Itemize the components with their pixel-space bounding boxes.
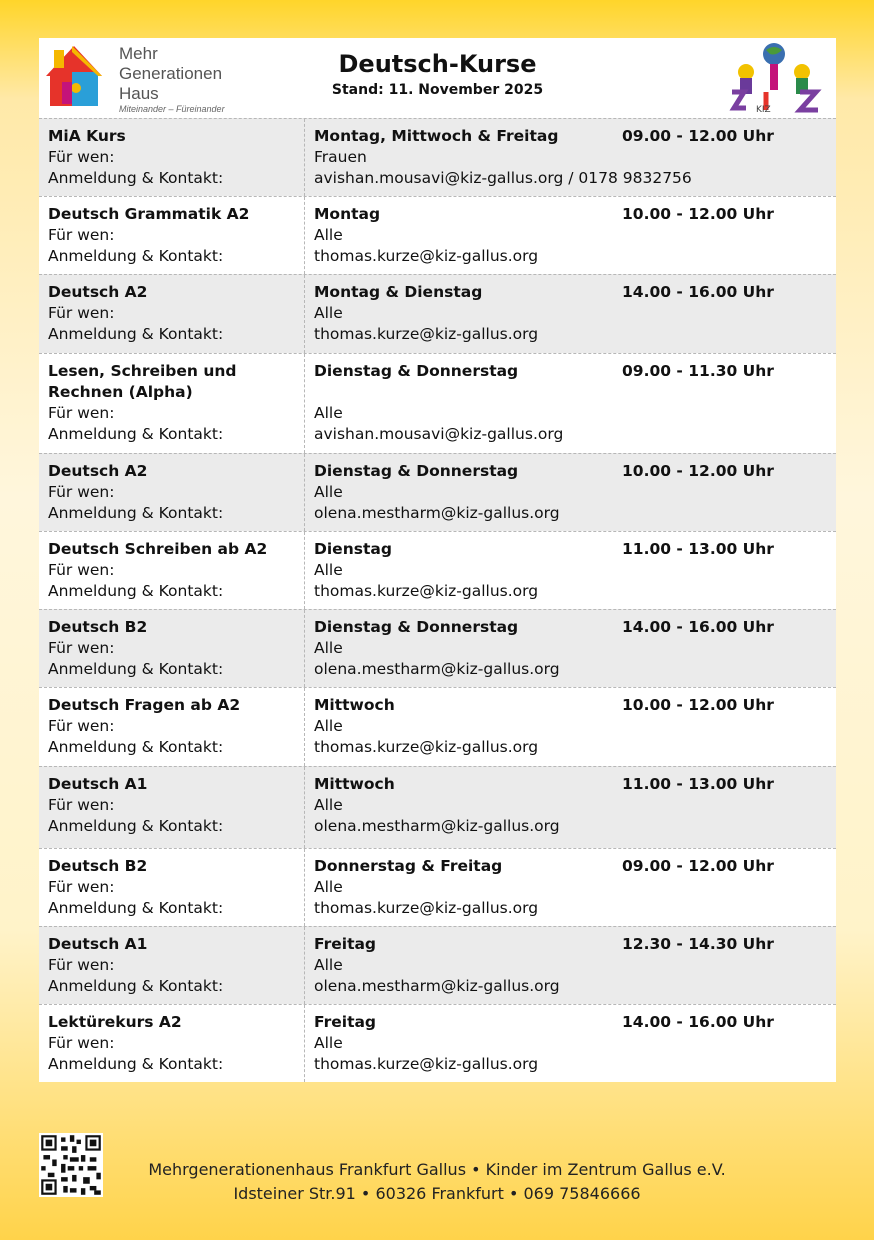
course-days: Donnerstag & Freitag bbox=[314, 857, 503, 875]
table-row bbox=[39, 766, 836, 848]
contact-label: Anmeldung & Kontakt: bbox=[48, 660, 224, 678]
for-whom-label: Für wen: bbox=[48, 226, 115, 244]
course-info bbox=[39, 1005, 305, 1082]
title-block bbox=[39, 50, 836, 98]
course-info bbox=[39, 119, 305, 196]
course-days: Dienstag & Donnerstag bbox=[314, 618, 519, 636]
for-whom-label: Für wen: bbox=[48, 717, 115, 735]
table-row bbox=[39, 453, 836, 531]
for-whom-label: Für wen: bbox=[48, 1034, 115, 1052]
course-time: 14.00 - 16.00 Uhr bbox=[622, 618, 774, 636]
course-days: Dienstag & Donnerstag bbox=[314, 362, 519, 380]
course-details bbox=[305, 197, 836, 274]
table-row bbox=[39, 926, 836, 1004]
contact-label: Anmeldung & Kontakt: bbox=[48, 325, 224, 343]
course-table bbox=[39, 118, 836, 1082]
course-days: Freitag bbox=[314, 935, 377, 953]
course-info bbox=[39, 767, 305, 848]
course-time: 10.00 - 12.00 Uhr bbox=[622, 696, 774, 714]
mgh-logo-sub: Miteinander – Füreinander bbox=[119, 104, 225, 114]
course-details bbox=[305, 849, 836, 926]
course-name: Deutsch A1 bbox=[48, 775, 148, 793]
contact-label: Anmeldung & Kontakt: bbox=[48, 425, 224, 443]
contact-label: Anmeldung & Kontakt: bbox=[48, 247, 224, 265]
table-row bbox=[39, 1004, 836, 1082]
course-time: 10.00 - 12.00 Uhr bbox=[622, 205, 774, 223]
contact-label: Anmeldung & Kontakt: bbox=[48, 169, 224, 187]
for-whom-label: Für wen: bbox=[48, 639, 115, 657]
course-name: Deutsch Fragen ab A2 bbox=[48, 696, 241, 714]
course-details bbox=[305, 354, 836, 453]
course-info bbox=[39, 532, 305, 609]
table-row bbox=[39, 196, 836, 274]
course-time: 11.00 - 13.00 Uhr bbox=[622, 540, 774, 558]
course-time: 12.30 - 14.30 Uhr bbox=[622, 935, 774, 953]
course-audience: Alle bbox=[314, 878, 343, 896]
for-whom-label: Für wen: bbox=[48, 483, 115, 501]
course-contact: olena.mestharm@kiz-gallus.org bbox=[314, 977, 560, 995]
course-contact: olena.mestharm@kiz-gallus.org bbox=[314, 817, 560, 835]
footer-line-2: Idsteiner Str.91 • 60326 Frankfurt • 069 75846666 bbox=[233, 1184, 641, 1203]
course-name: Deutsch Grammatik A2 bbox=[48, 205, 250, 223]
course-name: Deutsch B2 bbox=[48, 618, 148, 636]
header bbox=[39, 38, 836, 118]
course-name: Deutsch A1 bbox=[48, 935, 148, 953]
course-contact: olena.mestharm@kiz-gallus.org bbox=[314, 504, 560, 522]
course-info bbox=[39, 197, 305, 274]
course-details bbox=[305, 532, 836, 609]
course-details bbox=[305, 1005, 836, 1082]
course-details bbox=[305, 119, 836, 196]
course-audience: Alle bbox=[314, 639, 343, 657]
course-time: 09.00 - 12.00 Uhr bbox=[622, 127, 774, 145]
course-details bbox=[305, 767, 836, 848]
for-whom-label: Für wen: bbox=[48, 404, 115, 422]
course-details bbox=[305, 454, 836, 531]
course-info bbox=[39, 610, 305, 687]
for-whom-label: Für wen: bbox=[48, 304, 115, 322]
course-name: Lesen, Schreiben und Rechnen (Alpha) bbox=[48, 362, 237, 401]
course-time: 09.00 - 11.30 Uhr bbox=[622, 362, 774, 380]
course-time: 10.00 - 12.00 Uhr bbox=[622, 462, 774, 480]
course-name: Deutsch A2 bbox=[48, 462, 148, 480]
course-sheet bbox=[39, 38, 836, 1082]
table-row bbox=[39, 531, 836, 609]
table-row bbox=[39, 687, 836, 766]
contact-label: Anmeldung & Kontakt: bbox=[48, 738, 224, 756]
course-time: 14.00 - 16.00 Uhr bbox=[622, 1013, 774, 1031]
table-row bbox=[39, 274, 836, 353]
course-contact: thomas.kurze@kiz-gallus.org bbox=[314, 325, 539, 343]
course-time: 09.00 - 12.00 Uhr bbox=[622, 857, 774, 875]
course-audience: Alle bbox=[314, 404, 343, 422]
footer-address bbox=[0, 1158, 874, 1206]
table-row bbox=[39, 609, 836, 687]
contact-label: Anmeldung & Kontakt: bbox=[48, 582, 224, 600]
mgh-logo-text: Mehr Generationen Haus bbox=[119, 44, 223, 103]
course-contact: thomas.kurze@kiz-gallus.org bbox=[314, 1055, 539, 1073]
course-audience: Alle bbox=[314, 717, 343, 735]
for-whom-label: Für wen: bbox=[48, 878, 115, 896]
course-contact: avishan.mousavi@kiz-gallus.org / 0178 9832756 bbox=[314, 169, 692, 187]
course-time: 14.00 - 16.00 Uhr bbox=[622, 283, 774, 301]
contact-label: Anmeldung & Kontakt: bbox=[48, 504, 224, 522]
course-contact: thomas.kurze@kiz-gallus.org bbox=[314, 738, 539, 756]
table-row bbox=[39, 353, 836, 453]
course-days: Dienstag bbox=[314, 540, 392, 558]
stand-date: Stand: 11. November 2025 bbox=[331, 82, 544, 98]
course-name: MiA Kurs bbox=[48, 127, 126, 145]
course-contact: olena.mestharm@kiz-gallus.org bbox=[314, 660, 560, 678]
course-audience: Alle bbox=[314, 483, 343, 501]
footer bbox=[0, 1130, 874, 1210]
course-name: Deutsch A2 bbox=[48, 283, 148, 301]
course-contact: thomas.kurze@kiz-gallus.org bbox=[314, 247, 539, 265]
course-name: Deutsch B2 bbox=[48, 857, 148, 875]
table-row bbox=[39, 118, 836, 196]
for-whom-label: Für wen: bbox=[48, 956, 115, 974]
course-audience: Alle bbox=[314, 1034, 343, 1052]
course-days: Mittwoch bbox=[314, 696, 395, 714]
table-row bbox=[39, 848, 836, 926]
page-title: Deutsch-Kurse bbox=[338, 50, 537, 78]
svg-text:KIZ: KIZ bbox=[756, 105, 771, 114]
course-contact: thomas.kurze@kiz-gallus.org bbox=[314, 582, 539, 600]
course-name: Lektürekurs A2 bbox=[48, 1013, 182, 1031]
contact-label: Anmeldung & Kontakt: bbox=[48, 977, 224, 995]
course-days: Freitag bbox=[314, 1013, 377, 1031]
course-name: Deutsch Schreiben ab A2 bbox=[48, 540, 268, 558]
course-contact: thomas.kurze@kiz-gallus.org bbox=[314, 899, 539, 917]
course-details bbox=[305, 275, 836, 353]
course-audience: Alle bbox=[314, 226, 343, 244]
for-whom-label: Für wen: bbox=[48, 561, 115, 579]
course-info bbox=[39, 849, 305, 926]
course-details bbox=[305, 688, 836, 766]
course-details bbox=[305, 927, 836, 1004]
course-time: 11.00 - 13.00 Uhr bbox=[622, 775, 774, 793]
course-info bbox=[39, 275, 305, 353]
course-days: Montag & Dienstag bbox=[314, 283, 483, 301]
course-days: Montag bbox=[314, 205, 381, 223]
course-days: Montag, Mittwoch & Freitag bbox=[314, 127, 559, 145]
course-info bbox=[39, 688, 305, 766]
contact-label: Anmeldung & Kontakt: bbox=[48, 817, 224, 835]
course-audience: Alle bbox=[314, 304, 343, 322]
kiz-gallus-logo-icon bbox=[726, 40, 826, 114]
footer-line-1: Mehrgenerationenhaus Frankfurt Gallus • Kinder im Zentrum Gallus e.V. bbox=[148, 1160, 726, 1179]
course-audience: Alle bbox=[314, 561, 343, 579]
contact-label: Anmeldung & Kontakt: bbox=[48, 1055, 224, 1073]
course-info bbox=[39, 354, 305, 453]
course-audience: Alle bbox=[314, 956, 343, 974]
course-days: Dienstag & Donnerstag bbox=[314, 462, 519, 480]
course-audience: Alle bbox=[314, 796, 343, 814]
for-whom-label: Für wen: bbox=[48, 796, 115, 814]
for-whom-label: Für wen: bbox=[48, 148, 115, 166]
course-contact: avishan.mousavi@kiz-gallus.org bbox=[314, 425, 564, 443]
course-details bbox=[305, 610, 836, 687]
course-audience: Frauen bbox=[314, 148, 367, 166]
course-days: Mittwoch bbox=[314, 775, 395, 793]
course-info bbox=[39, 454, 305, 531]
course-info bbox=[39, 927, 305, 1004]
kiz-logo bbox=[726, 40, 826, 114]
contact-label: Anmeldung & Kontakt: bbox=[48, 899, 224, 917]
